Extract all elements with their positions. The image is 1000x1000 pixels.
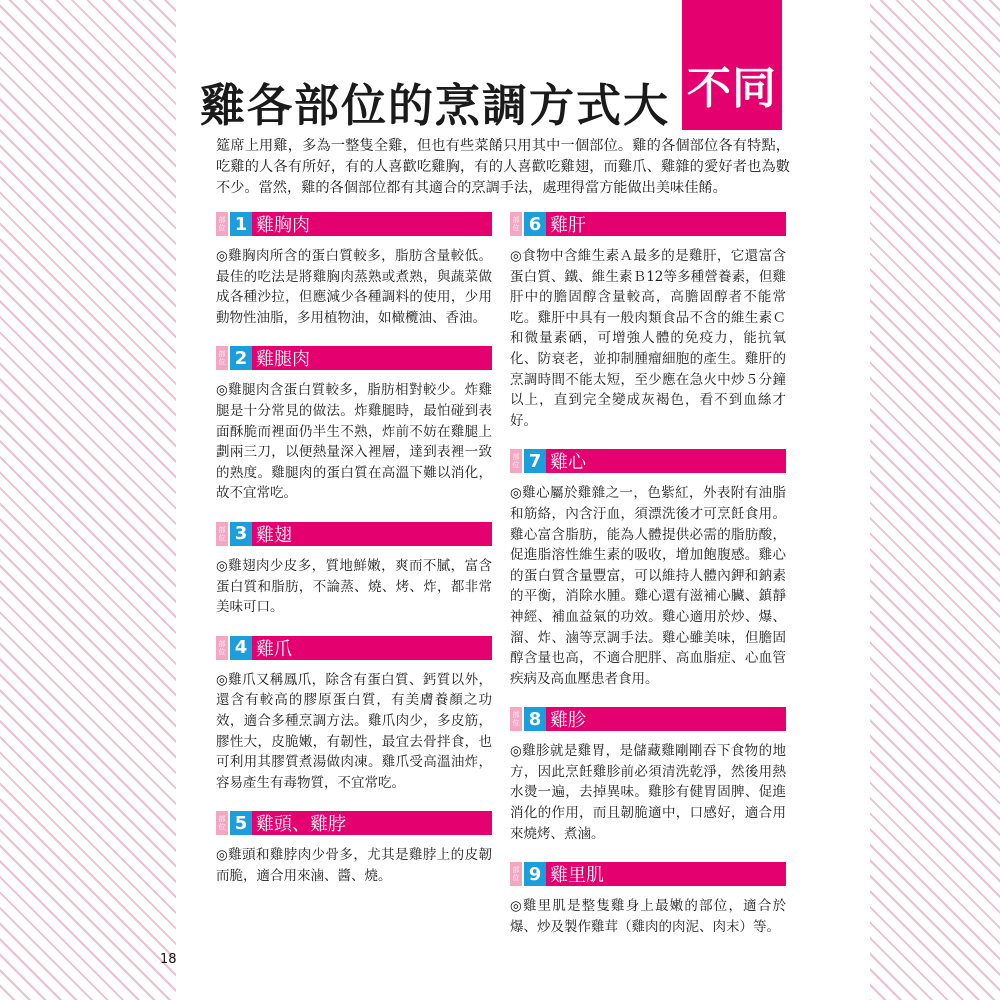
section-title: 雞胗: [550, 710, 586, 732]
section-number: 5: [230, 811, 252, 835]
left-column: [216, 212, 492, 904]
section-body: ◎雞爪又稱鳳爪，除含有蛋白質、鈣質以外，還含有較高的膠原蛋白質，有美膚養顏之功效，適合多種烹調方法。雞爪肉少，多皮筋，膠性大，皮脆嫩，有韌性，最宜去骨拌食，也可利用其膠質煮湯做肉凍。雞爪受高溫油炸，容易產生有毒物質，不宜常吃。: [216, 671, 492, 791]
title-highlight-box: [682, 0, 782, 130]
section-chicken-leg: [216, 346, 492, 504]
section-body: ◎雞翅肉少皮多，質地鮮嫩，爽而不膩，富含蛋白質和脂肪，不論蒸、燒、烤、炸，都非常美味可口。: [216, 557, 492, 616]
section-title: 雞頭、雞脖: [256, 814, 346, 836]
section-number: 4: [230, 636, 252, 660]
page-title-row: [200, 72, 670, 130]
section-tag: 部位: [510, 862, 522, 886]
intro-paragraph: 筵席上用雞，多為一整隻全雞，但也有些菜餚只用其中一個部位。雞的各個部位各有特點，吃雞的人各有所好，有的人喜歡吃雞胸，有的人喜歡吃雞翅，而雞爪、雞雜的愛好者也為數不少。當然，雞的各個部位都有其適合的烹調手法，處理得當方能做出美味佳餚。: [216, 138, 790, 196]
section-header: [216, 636, 492, 660]
section-header: [216, 212, 492, 236]
section-title: 雞肝: [550, 215, 586, 236]
section-chicken-breast: [216, 212, 492, 328]
page-title: 雞各部位的烹調方式大: [200, 78, 671, 132]
title-highlight: 不同: [687, 63, 777, 114]
section-header: [510, 449, 786, 473]
section-number: 3: [230, 522, 252, 546]
section-title: 雞胸肉: [256, 215, 310, 236]
section-tag: 部位: [510, 449, 522, 473]
section-number: 1: [230, 212, 252, 236]
section-chicken-head-neck: [216, 811, 492, 886]
section-number: 6: [524, 212, 546, 236]
section-header: [216, 522, 492, 546]
section-chicken-gizzard: [510, 707, 786, 844]
section-body: ◎雞心屬於雞雜之一，色紫紅，外表附有油脂和筋絡，內含汙血，須漂洗後才可烹飪食用。雞心富含脂肪，能為人體提供必需的脂肪酸，促進脂溶性維生素的吸收，增加飽腹感。雞心的蛋白質含量豐富，可以維持人體內鉀和鈉素的平衡，消除水腫。雞心還有滋補心臟、鎮靜神經、補血益氣的功效。雞心適用於炒、爆、溜、炸、滷等烹調手法。雞心雖美味，但膽固醇含量也高，不適合肥胖、高血脂症、心血管疾病及高血壓患者食用。: [510, 485, 786, 687]
right-column: [510, 212, 786, 955]
section-header: [510, 862, 786, 886]
section-header: [216, 811, 492, 835]
section-tag: 部位: [510, 707, 522, 731]
section-chicken-tenderloin: [510, 862, 786, 937]
section-header: [510, 707, 786, 731]
section-chicken-wing: [216, 522, 492, 618]
section-header: [216, 346, 492, 370]
section-body: ◎食物中含維生素Ａ最多的是雞肝，它還富含蛋白質、鐵、維生素Ｂ12等多種營養素，但雞肝中的膽固醇含量較高，高膽固醇者不能常吃。雞肝中具有一般肉類食品不含的維生素Ｃ和微量素硒，可增強人體的免疫力，能抗氧化、防衰老，並抑制腫瘤細胞的產生。雞肝的烹調時間不能太短，至少應在急火中炒５分鐘以上，直到完全變成灰褐色，看不到血絲才好。: [510, 248, 786, 429]
section-number: 9: [524, 862, 546, 886]
section-body: ◎雞胗就是雞胃，是儲藏雞剛剛吞下食物的地方，因此烹飪雞胗前必須清洗乾淨，然後用熱水燙一遍，去掉異味。雞胗有健胃固脾、促進消化的作用，而且韌脆適中，口感好，適合用來燒烤、煮滷。: [510, 743, 786, 842]
section-body: ◎雞腿肉含蛋白質較多，脂肪相對較少。炸雞腿是十分常見的做法。炸雞腿時，最怕碰到表面酥脆而裡面仍半生不熟，炸前不妨在雞腿上劃兩三刀，以便熱量深入裡層，達到表裡一致的熟度。雞腿肉的蛋白質在高溫下難以消化，故不宜常吃。: [216, 382, 492, 502]
section-tag: 部位: [216, 212, 228, 236]
page-number: 18: [160, 952, 177, 967]
section-tag: 部位: [216, 811, 228, 835]
section-number: 2: [230, 346, 252, 370]
section-title: 雞爪: [256, 638, 292, 660]
section-chicken-heart: [510, 449, 786, 689]
section-header: [510, 212, 786, 236]
section-title: 雞翅: [256, 524, 292, 546]
section-body: ◎雞里肌是整隻雞身上最嫩的部位，適合於爆、炒及製作雞茸（雞肉的肉泥、肉末）等。: [510, 898, 786, 935]
section-tag: 部位: [216, 346, 228, 370]
section-tag: 部位: [510, 212, 522, 236]
section-title: 雞心: [550, 452, 586, 474]
section-body: ◎雞胸肉所含的蛋白質較多，脂肪含量較低。最佳的吃法是將雞胸肉蒸熟或煮熟，與蔬菜做成各種沙拉，但應減少各種調料的使用，少用動物性油脂，多用植物油，如橄欖油、香油。: [216, 248, 492, 326]
section-chicken-feet: [216, 636, 492, 794]
section-tag: 部位: [216, 522, 228, 546]
section-chicken-liver: [510, 212, 786, 431]
section-tag: 部位: [216, 636, 228, 660]
section-title: 雞腿肉: [256, 349, 310, 371]
section-body: ◎雞頭和雞脖肉少骨多，尤其是雞脖上的皮韌而脆，適合用來滷、醬、燒。: [216, 847, 492, 884]
section-number: 7: [524, 449, 546, 473]
section-number: 8: [524, 707, 546, 731]
section-title: 雞里肌: [550, 865, 604, 887]
